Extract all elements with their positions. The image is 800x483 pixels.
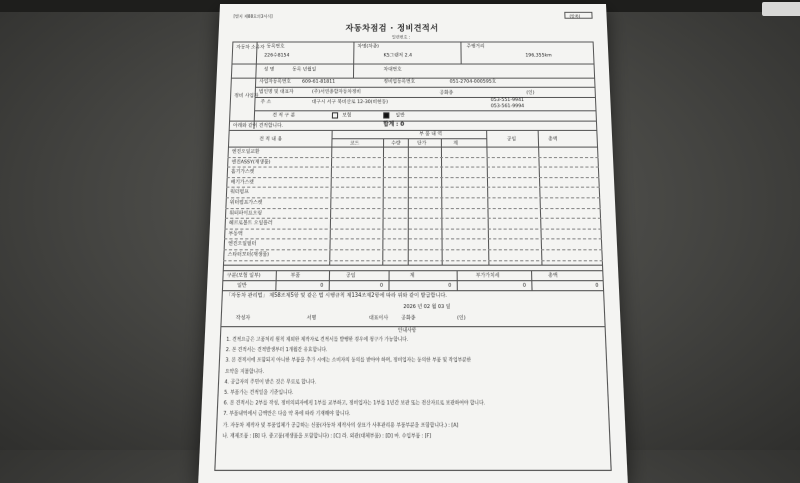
rep-name: 공화종 (401, 315, 416, 322)
owner-name-value: 동록 년월일 (292, 67, 317, 73)
guide-item: 7. 부품내역에서 금액만은 다음 약 목에 따라 기재해야 합니다. (223, 411, 351, 418)
summary-type-header: 구분(보험 일부) (226, 273, 261, 280)
reg-label: 등록번호 (266, 44, 285, 50)
estimate-note: 아래와 같이 견적합니다. (232, 123, 284, 129)
row-divider (224, 239, 602, 240)
row-divider (226, 197, 600, 198)
summary-total-header: 총액 (548, 273, 558, 280)
col-parts-header: 부 품 내 역 (419, 131, 443, 138)
legal-statement: 「자동차 관리법」 제58조제5항 및 같은 법 시행규칙 제134조제2항에 따라 위와 같이 발급합니다. (225, 293, 448, 300)
document-body (214, 14, 611, 471)
guide-item: 6. 본 견적서는 2부를 작성, 정비의뢰자에게 1부를 교부하고, 정비업자는 1부를 1년간 보관 또는 전산자료로 보관하여야 합니다. (223, 401, 486, 407)
row-divider (224, 249, 603, 250)
col-sum-header: 계 (453, 141, 458, 147)
divider (222, 280, 603, 281)
mileage-value: 196,355km (525, 53, 552, 59)
car-type-value: K5그랜저 2.4 (383, 53, 413, 59)
shop-reg-label: 사업자등록번호 (259, 79, 291, 85)
writer-label: 작성자 (235, 315, 251, 322)
divider (388, 270, 389, 290)
guide-item: 요약을 지불합니다. (224, 369, 265, 375)
owner-section-label: 자동차 소유자 (236, 45, 265, 51)
general-checkbox[interactable] (383, 112, 389, 118)
shop-license-label: 정비업등록번호 (383, 79, 416, 85)
divider (229, 130, 598, 131)
ceo-seal: (인) (526, 90, 535, 96)
divider (229, 121, 597, 122)
issue-date: 2026 년 02 월 03 일 (403, 304, 451, 311)
row-divider (224, 228, 601, 229)
vin-label: 차대번호 (383, 67, 402, 73)
insurance-checkbox[interactable] (332, 112, 338, 118)
estimate-type-label: 견 적 구 분 (272, 113, 296, 119)
row-divider (227, 177, 600, 178)
company-value: (주)서연종합자동차정비 (311, 89, 361, 95)
row-divider (225, 218, 601, 219)
summary-total-value: 0 (595, 283, 599, 290)
item-row-label: 스타터모터(재생품) (227, 252, 270, 259)
total-amount: 합계 : 0 (383, 121, 405, 128)
summary-parts-value: 0 (320, 283, 324, 290)
item-row-label: 워터펌프 (230, 190, 249, 196)
mileage-label: 주행거리 (466, 44, 485, 50)
rep-label: 대표이사 (368, 315, 389, 322)
col-wage-header: 공임 (506, 137, 517, 143)
col-code-header: 코드 (349, 141, 360, 147)
page-stamp-text: (앞쪽) (569, 13, 581, 19)
row-divider (226, 187, 600, 188)
row-divider (223, 260, 603, 261)
item-row-label: 워터파이프오링 (229, 210, 263, 217)
item-row-label: 엔진오일필터 (227, 242, 257, 248)
divider (231, 78, 595, 79)
item-row-label: 엔진ASSY(재생품) (231, 159, 271, 166)
guide-item: 1. 견적요금은 고품처리 원칙 제외한 제작자로 견적서를 발행한 경우에 청구가 가능합니다. (226, 337, 409, 344)
rep-seal: (인) (457, 315, 466, 322)
guide-item: 나. 재제조품 : [B] 다. 중고품(재생품을 포함합니다) : [C] 라. 외관(대체부품) : [D] 마. 수입부품 : [F] (222, 433, 432, 440)
car-type-label: 차명(차종) (357, 44, 380, 50)
item-row-label: 헤르로볼트 오일플러 (228, 221, 273, 227)
serial-label: 일련번호 : (391, 34, 411, 40)
item-row-label: 워터펌프가스켓 (229, 200, 263, 206)
ceo-name: 공화종 (439, 90, 454, 96)
divider (222, 290, 604, 291)
col-qty-header: 수량 (391, 141, 401, 147)
row-divider (225, 207, 600, 208)
page-stamp (564, 12, 592, 19)
summary-type-value: 일반 (236, 283, 247, 290)
divider (223, 265, 603, 266)
guide-item: 3. 본 견적서에 포함되지 아니한 부품을 추가 시에는 소비자의 동의를 받아야 하며, 정비업자는 동의한 부품 및 작업부분한 (225, 358, 472, 365)
col-total-header: 총액 (548, 137, 558, 143)
estimate-document (198, 4, 628, 483)
guide-item: 4. 공급자의 주민이 받은 것은 무료로 합니다. (224, 379, 317, 386)
owner-name-label: 성 명 (263, 67, 275, 73)
form-number: [별지 제88호의3서식] (233, 13, 273, 19)
row-divider (228, 157, 599, 158)
document-title: 자동차점검 · 정비견적서 (345, 23, 439, 33)
divider (228, 147, 598, 148)
summary-wage-value: 0 (379, 283, 384, 290)
address-value: 대구시 서구 북비산로 12-30(비현동) (311, 100, 389, 106)
divider (331, 138, 486, 139)
guide-title: 안내사항 (397, 328, 417, 335)
reg-value: 226수8154 (264, 53, 290, 59)
sign-label: 서명 (306, 315, 317, 322)
summary-wage-header: 공임 (345, 273, 356, 280)
guide-item: 가. 자동차 제작자 및 부품업체가 공급하는 신품(자동차 제작사의 상표가 사후관리용 부품부분을 포함합니다.) : [A] (222, 422, 459, 429)
col-item-header: 견 적 내 용 (259, 137, 283, 143)
col-unit-header: 단가 (417, 141, 427, 147)
divider (255, 87, 596, 88)
item-row-label: 흡기가스켓 (230, 169, 255, 176)
shop-reg-value: 609-61-81811 (301, 79, 336, 85)
item-row-label: 엔진오일교환 (231, 149, 260, 155)
divider (231, 64, 594, 65)
insurance-label: 보험 (342, 113, 352, 119)
row-divider (227, 167, 599, 168)
item-row-label: 부동액 (228, 231, 243, 238)
summary-sum-header: 계 (409, 273, 415, 280)
divider (254, 110, 596, 111)
divider (255, 97, 596, 98)
summary-sum-value: 0 (448, 283, 452, 290)
summary-vat-value: 0 (522, 283, 527, 290)
desk-object (762, 2, 800, 16)
summary-vat-header: 부가가치세 (475, 273, 500, 280)
shop-section-label: 정비 사업자 (234, 93, 259, 100)
shop-license-value: 051-2704-000595호 (449, 79, 497, 85)
divider (223, 270, 604, 271)
phone-2: 053-561-9994 (490, 104, 525, 110)
summary-parts-header: 부품 (290, 273, 301, 280)
phone-1: 053-551-9941 (490, 97, 525, 104)
item-row-label: 배기가스켓 (230, 180, 254, 186)
guide-item: 2. 본 견적서는 견적발생부터 1개월간 유효합니다. (225, 347, 328, 354)
divider (220, 326, 605, 327)
general-label: 일반 (395, 113, 405, 119)
company-label: 법인명 및 대표자 (258, 89, 294, 95)
guide-item: 5. 부품가는 견적일을 기준입니다. (223, 390, 294, 397)
address-label: 주 소 (260, 100, 272, 106)
